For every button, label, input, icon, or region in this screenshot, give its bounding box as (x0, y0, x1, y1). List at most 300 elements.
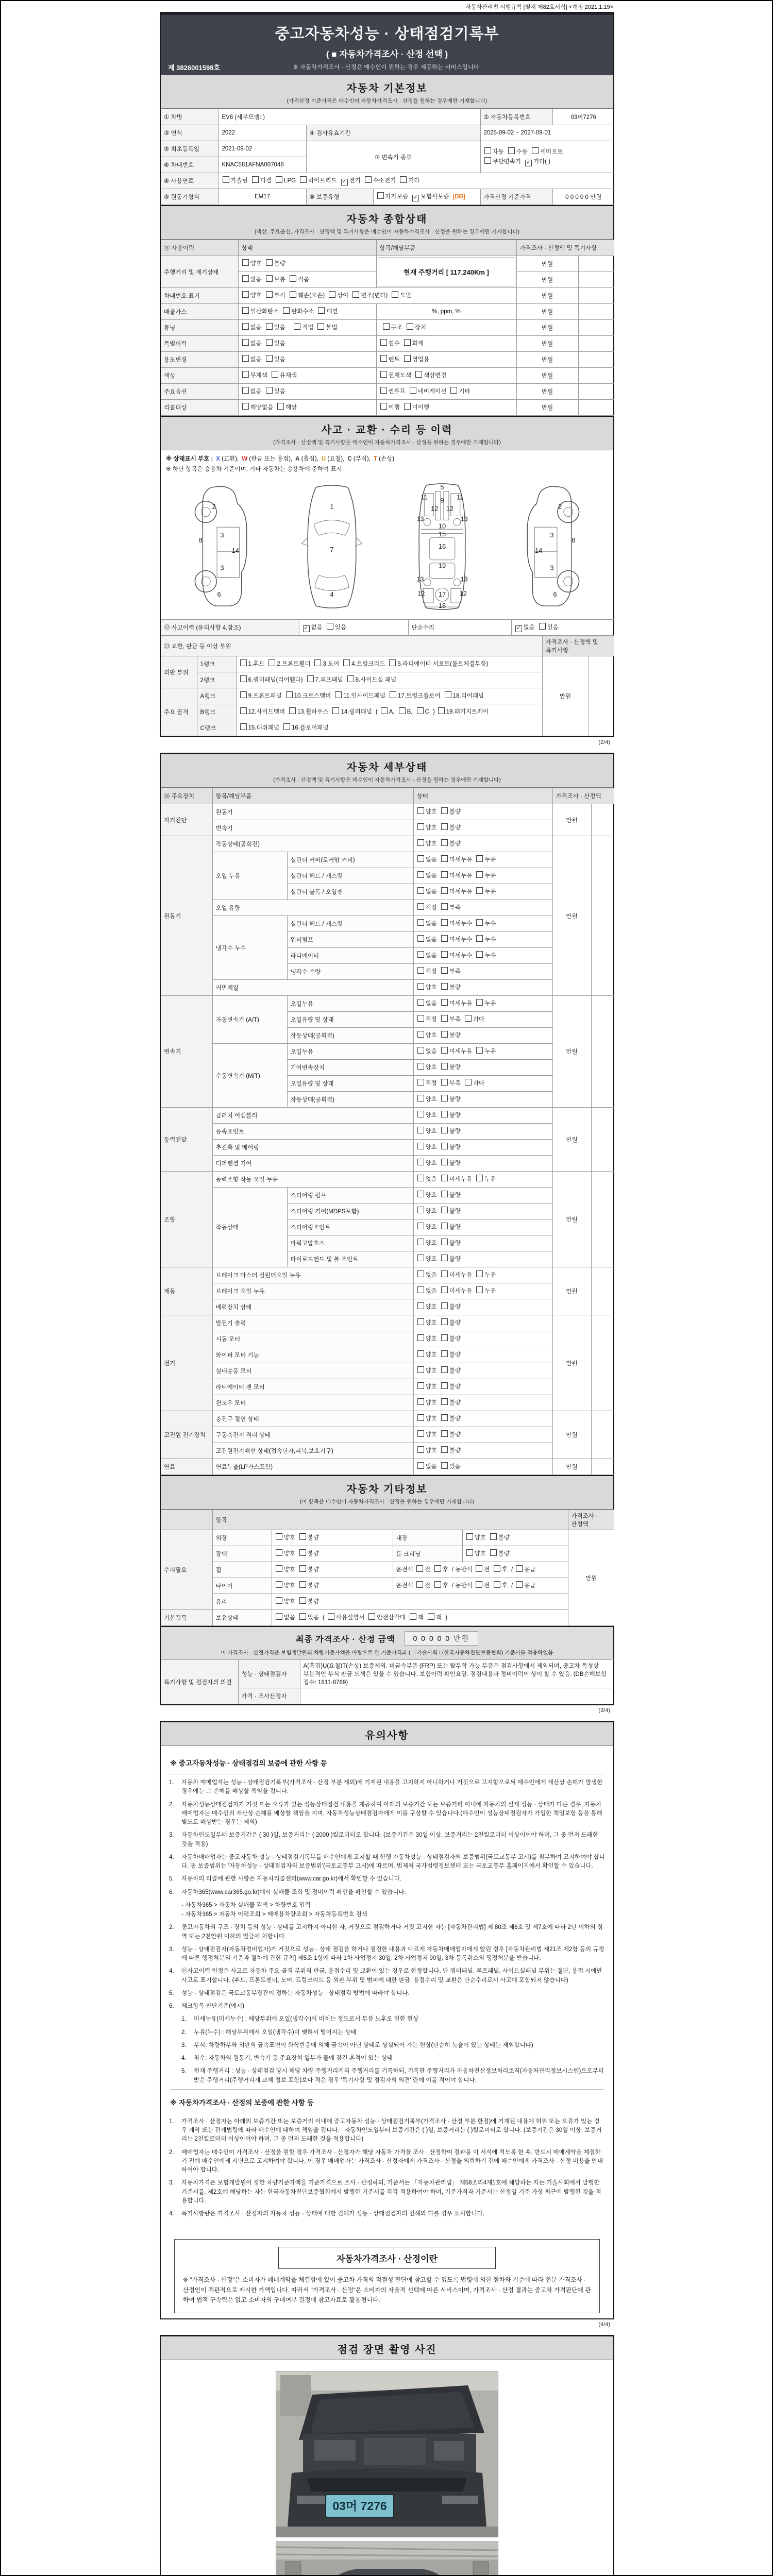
checkbox-label: 불량 (449, 1383, 461, 1390)
checkbox[interactable] (441, 1414, 448, 1421)
checkbox[interactable] (380, 371, 387, 378)
checkbox[interactable] (290, 291, 296, 298)
checkbox[interactable] (377, 192, 384, 199)
checkbox-label: 매연 (326, 308, 338, 315)
checkbox[interactable] (441, 887, 448, 894)
checkbox-label: 불량 (449, 1415, 461, 1422)
checkbox[interactable] (441, 1239, 448, 1245)
label-cell: 전기 (161, 1315, 212, 1411)
checkbox[interactable] (417, 903, 424, 910)
checkbox[interactable] (465, 1079, 472, 1086)
checkbox[interactable] (441, 935, 448, 942)
checkbox[interactable] (242, 387, 249, 394)
checkbox[interactable]: ✓ (341, 179, 348, 185)
checkbox[interactable] (417, 823, 424, 830)
checkbox[interactable] (516, 1581, 523, 1588)
checkbox[interactable] (290, 275, 296, 282)
notice-item (169, 2210, 605, 2218)
checkbox[interactable] (441, 1302, 448, 1309)
checkbox[interactable] (417, 1031, 424, 1038)
checkbox[interactable] (441, 1223, 448, 1229)
empty-cell (591, 1172, 614, 1267)
checkbox[interactable] (266, 323, 273, 330)
car-diagram-bottom (398, 480, 486, 613)
checkbox[interactable] (332, 707, 339, 714)
final-price-basis: 이 가격조사 · 산정가격은 보험개발원의 차량기준가액을 바탕으로 한 기준가격과 ( □ 기술사회 □ 한국자동차진단보증협회) 기준서를 적용하였음 (221, 1650, 553, 1656)
checkbox-label: 양호 (425, 1032, 437, 1039)
checkbox[interactable] (466, 1549, 473, 1556)
checkbox[interactable] (476, 1270, 483, 1277)
checkbox[interactable] (242, 355, 249, 362)
checkbox[interactable] (441, 1207, 448, 1213)
checkbox[interactable] (417, 967, 424, 974)
options-cell (413, 804, 552, 820)
panel-rank-table (161, 636, 614, 736)
label-cell: 자기진단 (161, 804, 212, 836)
checkbox[interactable] (327, 623, 333, 630)
checkbox[interactable] (417, 1063, 424, 1070)
form-column (160, 1, 614, 2576)
checkbox[interactable] (266, 339, 273, 346)
section-title: 사고 · 교환 · 수리 등 이력 (321, 425, 453, 436)
options-cell (413, 1124, 552, 1140)
checkbox[interactable] (252, 176, 259, 183)
checkbox[interactable] (476, 1581, 482, 1588)
checkbox[interactable] (392, 291, 398, 298)
checkbox[interactable]: ✓ (303, 625, 310, 632)
checkbox[interactable] (539, 623, 546, 630)
checkbox[interactable] (441, 1127, 448, 1133)
checkbox[interactable] (417, 871, 424, 878)
notice-text: 자동차의 리콜에 관한 사항은 자동차리콜센터(www.car.go.kr)에서 확인할 수 있습니다. (181, 1876, 401, 1883)
checkbox[interactable] (476, 1286, 483, 1293)
checkbox[interactable] (476, 855, 483, 862)
car-diagrams (161, 477, 613, 619)
notice-text: 현재 주행거리 : 성능 · 상태점검 당시 해당 차량 주행거리계의 주행거리를 기록하되, 기록한 주행거리가 자동차전산정보처리조직(자동차관리정보시스템)으로부터 받은 주행거리(주행거리계 교체 정보 포함)보다 적은 경우 '특기사항 및 점검자의 의견' 란에 이를 적어야 합니다. (194, 2068, 604, 2083)
checkbox[interactable] (441, 1334, 448, 1341)
checkbox[interactable] (417, 1239, 424, 1245)
state-code-desc: (손상) (377, 456, 395, 462)
notice-text: 미세누유(미세누수) : 해당부위에 오일(냉각수)이 비치는 정도로서 부품 노후로 인한 현상 (194, 2016, 419, 2023)
checkbox[interactable] (417, 1446, 424, 1453)
checkbox[interactable] (441, 1047, 448, 1054)
checkbox[interactable] (416, 1565, 423, 1572)
checkbox[interactable] (329, 291, 335, 298)
checkbox[interactable] (417, 707, 424, 714)
checkbox[interactable] (404, 355, 411, 362)
checkbox[interactable] (276, 176, 282, 183)
checkbox[interactable] (380, 403, 387, 410)
label-cell: 고전원 전기장치 (161, 1411, 212, 1459)
options-cell (413, 980, 552, 996)
checkbox[interactable] (299, 1597, 306, 1604)
page-2-box (160, 753, 614, 1705)
checkbox[interactable] (266, 259, 273, 266)
checkbox[interactable] (383, 323, 390, 330)
checkbox[interactable] (390, 691, 396, 698)
checkbox[interactable] (441, 1382, 448, 1389)
checkbox[interactable] (441, 1079, 448, 1086)
checkbox-label: 자동 (492, 148, 504, 155)
checkbox[interactable] (417, 1175, 424, 1181)
checkbox-label: 없음 (425, 872, 437, 879)
checkbox[interactable] (289, 707, 296, 714)
checkbox[interactable] (389, 659, 396, 666)
notice-item (169, 1853, 605, 1871)
price-cell: 만원 (516, 320, 578, 336)
notice-item (169, 1923, 605, 1941)
checkbox[interactable] (223, 176, 229, 183)
checkbox[interactable] (268, 659, 275, 666)
checkbox[interactable] (441, 1159, 448, 1165)
checkbox[interactable] (300, 176, 307, 183)
checkbox[interactable] (476, 951, 483, 958)
checkbox[interactable] (380, 355, 387, 362)
checkbox[interactable] (277, 403, 284, 410)
checkbox-label: 불량 (449, 1367, 461, 1374)
page-4-box (160, 2335, 614, 2576)
notice-item (181, 1910, 605, 1919)
checkbox[interactable] (410, 1613, 416, 1620)
checkbox[interactable] (476, 919, 483, 926)
checkbox[interactable] (441, 1446, 448, 1453)
option-text: 운전석 (396, 1582, 413, 1589)
detail-condition-table (161, 788, 614, 1475)
checkbox[interactable] (441, 1318, 448, 1325)
checkbox[interactable] (476, 1175, 483, 1181)
checkbox[interactable] (508, 147, 515, 154)
checkbox[interactable] (266, 355, 273, 362)
checkbox[interactable] (417, 935, 424, 942)
checkbox[interactable] (417, 1462, 424, 1469)
checkbox[interactable] (417, 1350, 424, 1357)
options-cell (413, 1411, 552, 1427)
checkbox[interactable] (276, 1613, 282, 1620)
notice-text: 자동차인도일부터 보증기간은 ( 30 )일, 보증거리는 ( 2000 )킬로미터로 합니다. (보증기간은 30일 이상, 보증거리는 2천킬로미터 이상이어야 하며, 그 중 먼저 도래한 것을 적용) (181, 1832, 598, 1848)
checkbox[interactable] (299, 1613, 306, 1620)
item-label-cell: 실린더 헤드 / 개스킷 (287, 868, 413, 884)
checkbox[interactable] (417, 951, 424, 958)
checkbox[interactable] (441, 919, 448, 926)
checkbox[interactable] (343, 659, 350, 666)
checkbox[interactable] (441, 1031, 448, 1038)
checkbox[interactable] (299, 1581, 306, 1588)
page-marker-3: (3/4) (598, 1707, 610, 1714)
checkbox-label: 10.크로스멤버 (294, 692, 331, 699)
label-cell: ⑬ 교환, 판금 등 이상 부위 (161, 636, 542, 656)
checkbox[interactable] (417, 1318, 424, 1325)
column-header-cell: 가격조사 · 산정액 및 특기사항 (542, 636, 614, 656)
checkbox[interactable] (240, 707, 247, 714)
checkbox[interactable] (441, 903, 448, 910)
checkbox-label: 양호 (250, 292, 262, 299)
section-header-notice (161, 1722, 613, 1746)
checkbox[interactable] (441, 983, 448, 990)
checkbox[interactable] (441, 807, 448, 814)
checkbox[interactable] (441, 1398, 448, 1405)
checkbox-label: 후 (442, 1582, 449, 1589)
checkbox[interactable] (417, 1191, 424, 1197)
checkbox[interactable] (417, 1255, 424, 1261)
checkbox[interactable] (368, 1613, 375, 1620)
checkbox[interactable] (242, 307, 249, 314)
checkbox-label: 양호 (425, 1224, 437, 1230)
checkbox[interactable] (417, 887, 424, 894)
checkbox[interactable] (240, 675, 247, 682)
checkbox[interactable] (484, 157, 491, 164)
checkbox[interactable] (276, 1533, 282, 1540)
checkbox[interactable] (318, 307, 325, 314)
checkbox[interactable] (441, 839, 448, 846)
inspection-photos (161, 2360, 613, 2576)
checkbox-label: 9.프론트패널 (248, 692, 282, 699)
checkbox[interactable] (415, 371, 422, 378)
checkbox[interactable] (404, 339, 411, 346)
checkbox[interactable] (441, 1462, 448, 1469)
checkbox[interactable] (314, 659, 321, 666)
text-cell: 03머7276 (552, 109, 614, 125)
notice-item (181, 2028, 605, 2037)
checkbox[interactable]: ✓ (525, 160, 532, 166)
checkbox[interactable] (441, 855, 448, 862)
checkbox[interactable] (417, 919, 424, 926)
notice-text: 중고자동차의 구조 · 장치 등의 성능 · 상태를 고지하지 아니한 자, 거짓으로 점검하거나 거짓 고지한 자는 [자동차관리법] 제 80조 제6호 및 제7호에 따라 2년 이하의 징역 또는 2천만원 이하의 벌금에 처합니다. (181, 1924, 603, 1940)
checkbox[interactable] (476, 935, 483, 942)
checkbox[interactable] (441, 1175, 448, 1181)
checkbox[interactable] (380, 387, 387, 394)
checkbox[interactable] (299, 1533, 306, 1540)
item-label-cell: 실린더 커버(로커암 커버) (287, 852, 413, 868)
checkbox[interactable] (417, 1366, 424, 1373)
price-cell: 만원 (552, 804, 591, 836)
checkbox[interactable] (441, 1015, 448, 1022)
checkbox[interactable] (441, 999, 448, 1006)
checkbox[interactable] (417, 999, 424, 1006)
label-cell: 주행거리 및 계기상태 (161, 256, 238, 288)
checkbox[interactable] (434, 1581, 441, 1588)
checkbox[interactable] (441, 967, 448, 974)
option-text: [DB] (452, 193, 465, 200)
checkbox[interactable] (266, 387, 273, 394)
checkbox[interactable] (494, 1565, 500, 1572)
checkbox[interactable] (242, 275, 249, 282)
checkbox[interactable] (335, 691, 342, 698)
checkbox[interactable] (276, 1581, 282, 1588)
checkbox[interactable] (476, 999, 483, 1006)
car-diagram-side-left (182, 480, 265, 613)
checkbox[interactable] (240, 659, 247, 666)
checkbox-label: 15.대쉬패널 (248, 724, 279, 731)
item-label-cell: 작동상태(공회전) (212, 836, 413, 852)
checkbox[interactable] (417, 1143, 424, 1149)
checkbox[interactable] (242, 323, 249, 330)
checkbox[interactable] (532, 147, 539, 154)
checkbox-label: 과다 (473, 1080, 485, 1087)
checkbox-label: 불량 (449, 1160, 461, 1166)
checkbox[interactable] (476, 887, 483, 894)
checkbox[interactable] (417, 1270, 424, 1277)
item-label-cell: 라디에이터 팬 모터 (212, 1379, 413, 1395)
checkbox-label: 불법 (326, 324, 338, 331)
label-cell: 2랭크 (197, 672, 236, 688)
checkbox[interactable] (294, 323, 300, 330)
checkbox[interactable] (490, 1533, 497, 1540)
notice-number: 4. (169, 1968, 174, 1975)
notice-item (169, 2179, 605, 2206)
checkbox[interactable] (410, 387, 416, 394)
checkbox[interactable] (276, 1565, 282, 1572)
checkbox[interactable] (466, 1533, 473, 1540)
checkbox[interactable] (417, 1382, 424, 1389)
checkbox[interactable] (441, 1095, 448, 1101)
checkbox[interactable] (476, 871, 483, 878)
checkbox[interactable] (476, 1047, 483, 1054)
checkbox[interactable] (441, 1366, 448, 1373)
item-label-cell: 배력장치 상태 (212, 1299, 413, 1315)
option-text: ) (445, 1614, 447, 1621)
options-cell (480, 141, 614, 173)
checkbox[interactable] (317, 323, 324, 330)
checkbox[interactable] (328, 1613, 334, 1620)
checkbox[interactable] (417, 1127, 424, 1133)
checkbox[interactable] (417, 855, 424, 862)
checkbox[interactable] (417, 1095, 424, 1101)
options-cell (413, 916, 552, 932)
checkbox[interactable] (242, 291, 249, 298)
checkbox[interactable] (417, 1334, 424, 1341)
checkbox[interactable] (266, 275, 273, 282)
checkbox[interactable] (242, 403, 249, 410)
checkbox[interactable] (417, 839, 424, 846)
checkbox[interactable] (441, 951, 448, 958)
checkbox[interactable] (407, 323, 413, 330)
checkbox[interactable] (441, 1111, 448, 1117)
checkbox[interactable] (417, 1079, 424, 1086)
checkbox-label: 색상변경 (423, 372, 447, 379)
checkbox[interactable] (417, 807, 424, 814)
checkbox[interactable] (276, 1549, 282, 1556)
checkbox[interactable] (516, 1565, 523, 1572)
label-cell: ④ 검사유효기간 (306, 125, 480, 141)
checkbox[interactable] (476, 1565, 482, 1572)
checkbox[interactable] (299, 1565, 306, 1572)
item-label-cell: 실린더 블록 / 오일팬 (287, 884, 413, 900)
checkbox[interactable] (484, 147, 491, 154)
checkbox[interactable] (352, 291, 359, 298)
checkbox[interactable] (494, 1581, 500, 1588)
checkbox[interactable] (417, 1398, 424, 1405)
options-cell (413, 1060, 552, 1076)
notice-number: 5. (169, 1876, 174, 1883)
checkbox[interactable]: ✓ (515, 625, 522, 632)
checkbox[interactable] (441, 823, 448, 830)
checkbox[interactable] (417, 1207, 424, 1213)
checkbox[interactable] (490, 1549, 497, 1556)
checkbox[interactable] (417, 1015, 424, 1022)
checkbox[interactable] (416, 1581, 423, 1588)
checkbox[interactable] (240, 723, 247, 730)
option-text: / (511, 1566, 513, 1573)
checkbox[interactable] (365, 176, 372, 183)
checkbox[interactable] (428, 1613, 434, 1620)
checkbox[interactable] (438, 707, 445, 714)
checkbox[interactable] (441, 1063, 448, 1070)
checkbox[interactable] (417, 1159, 424, 1165)
checkbox[interactable] (417, 1111, 424, 1117)
checkbox[interactable] (400, 176, 407, 183)
checkbox[interactable] (283, 723, 290, 730)
checkbox[interactable] (242, 371, 249, 378)
checkbox[interactable] (417, 1430, 424, 1437)
checkbox[interactable] (381, 707, 388, 714)
empty-cell (591, 996, 614, 1108)
checkbox-label: 미세누수 (449, 920, 473, 927)
checkbox[interactable] (266, 291, 273, 298)
checkbox[interactable] (441, 1191, 448, 1197)
checkbox[interactable] (441, 1255, 448, 1261)
column-header-cell: ⑭ 주요장치 (161, 788, 212, 804)
label-cell: 외판 부위 (161, 656, 197, 688)
checkbox-label: 양호 (425, 840, 437, 847)
checkbox[interactable] (272, 371, 278, 378)
checkbox[interactable] (307, 675, 314, 682)
checkbox-label: 적정 (425, 904, 437, 911)
price-cell: 만원 (516, 288, 578, 304)
checkbox[interactable] (242, 339, 249, 346)
checkbox-label: 불량 (449, 824, 461, 831)
checkbox[interactable] (404, 403, 411, 410)
checkbox[interactable] (465, 1015, 472, 1022)
panel-number: 6 (553, 590, 557, 599)
checkbox-label: 양호 (283, 1598, 295, 1605)
item-label-cell: 구동축전지 격리 상태 (212, 1427, 413, 1443)
checkbox[interactable] (240, 691, 247, 698)
checkbox[interactable] (441, 1350, 448, 1357)
checkbox[interactable] (347, 675, 354, 682)
checkbox[interactable] (242, 259, 249, 266)
license-plate-text: 03머 7276 (332, 2499, 387, 2513)
checkbox[interactable]: ✓ (412, 195, 419, 201)
checkbox[interactable] (417, 983, 424, 990)
checkbox[interactable] (417, 1286, 424, 1293)
checkbox-label: 사용설명서 (335, 1614, 365, 1621)
checkbox-label: 양호 (425, 1128, 437, 1134)
checkbox[interactable] (380, 339, 387, 346)
checkbox[interactable] (441, 1143, 448, 1149)
checkbox[interactable] (417, 1047, 424, 1054)
empty-cell (300, 1688, 614, 1704)
checkbox[interactable] (286, 691, 293, 698)
checkbox[interactable] (441, 1286, 448, 1293)
checkbox[interactable] (417, 1414, 424, 1421)
checkbox[interactable] (450, 387, 457, 394)
checkbox[interactable] (441, 871, 448, 878)
panel-number: 12 (431, 504, 439, 513)
text-cell: KNAC581AFNA007048 (219, 157, 306, 173)
checkbox[interactable] (299, 1549, 306, 1556)
checkbox[interactable] (441, 1430, 448, 1437)
checkbox-label: 일산화탄소 (250, 308, 279, 315)
checkbox[interactable] (399, 707, 406, 714)
checkbox[interactable] (445, 691, 451, 698)
checkbox[interactable] (417, 1302, 424, 1309)
checkbox[interactable] (417, 1223, 424, 1229)
checkbox[interactable] (283, 307, 290, 314)
checkbox[interactable] (434, 1565, 441, 1572)
column-header-cell: 항목/해당부품 (212, 788, 413, 804)
checkbox[interactable] (441, 1270, 448, 1277)
checkbox[interactable] (276, 1597, 282, 1604)
